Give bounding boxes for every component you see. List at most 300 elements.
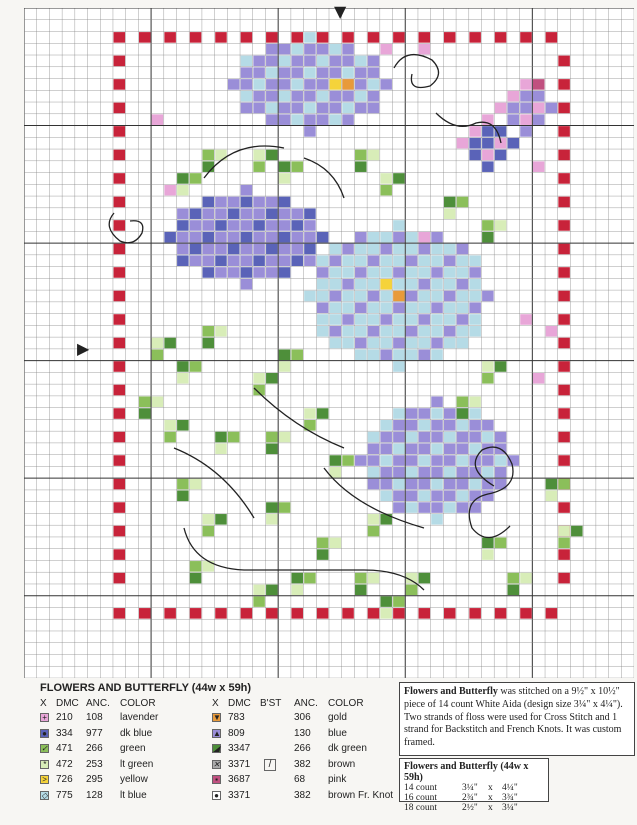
motif-stitch (393, 267, 405, 278)
motif-stitch (419, 44, 431, 55)
motif-stitch (393, 444, 405, 455)
motif-stitch (355, 79, 367, 90)
motif-stitch (177, 255, 189, 266)
motif-stitch (355, 349, 367, 360)
motif-stitch (469, 314, 481, 325)
motif-stitch (406, 444, 418, 455)
motif-stitch (266, 502, 278, 513)
motif-stitch (431, 232, 443, 243)
motif-stitch (393, 408, 405, 419)
motif-stitch (444, 302, 456, 313)
motif-stitch (457, 432, 469, 443)
motif-stitch (444, 244, 456, 255)
motif-stitch (457, 455, 469, 466)
border-stitch (114, 126, 126, 137)
border-stitch (241, 608, 253, 619)
legend-dmc: 210 (56, 712, 73, 723)
motif-stitch (431, 326, 443, 337)
motif-stitch (177, 232, 189, 243)
motif-stitch (279, 208, 291, 219)
motif-stitch (241, 279, 253, 290)
border-stitch (444, 608, 456, 619)
motif-stitch (317, 255, 329, 266)
motif-stitch (317, 232, 329, 243)
motif-stitch (304, 232, 316, 243)
motif-stitch (406, 479, 418, 490)
motif-stitch (368, 573, 380, 584)
motif-stitch (444, 420, 456, 431)
motif-stitch (368, 467, 380, 478)
motif-stitch (291, 220, 303, 231)
motif-stitch (304, 32, 316, 43)
motif-stitch (368, 349, 380, 360)
motif-stitch (253, 161, 265, 172)
border-stitch (495, 608, 507, 619)
motif-stitch (304, 103, 316, 114)
motif-stitch (279, 161, 291, 172)
motif-stitch (482, 291, 494, 302)
motif-stitch (431, 291, 443, 302)
motif-stitch (304, 255, 316, 266)
legend-header-dmc-2: DMC (228, 698, 251, 709)
motif-stitch (495, 220, 507, 231)
border-stitch (241, 32, 253, 43)
motif-stitch (469, 479, 481, 490)
motif-stitch (431, 479, 443, 490)
motif-stitch (368, 67, 380, 78)
motif-stitch (368, 267, 380, 278)
motif-stitch (380, 291, 392, 302)
motif-stitch (406, 279, 418, 290)
legend-row (32, 712, 396, 728)
motif-stitch (228, 197, 240, 208)
motif-stitch (406, 302, 418, 313)
motif-stitch (342, 326, 354, 337)
motif-stitch (215, 432, 227, 443)
motif-stitch (380, 420, 392, 431)
motif-stitch (508, 114, 520, 125)
border-stitch (546, 32, 558, 43)
motif-stitch (406, 502, 418, 513)
motif-stitch (253, 232, 265, 243)
size-count: 16 count (404, 793, 437, 803)
motif-stitch (355, 67, 367, 78)
motif-stitch (406, 420, 418, 431)
motif-stitch (533, 373, 545, 384)
motif-stitch (520, 103, 532, 114)
motif-stitch (253, 56, 265, 67)
motif-stitch (419, 491, 431, 502)
motif-stitch (444, 208, 456, 219)
legend-anc: 108 (86, 712, 103, 723)
size-width: 2¾" (462, 793, 478, 803)
motif-stitch (241, 197, 253, 208)
motif-stitch (368, 432, 380, 443)
border-stitch (558, 502, 570, 513)
motif-stitch (444, 479, 456, 490)
motif-stitch (368, 255, 380, 266)
motif-stitch (203, 338, 215, 349)
motif-stitch (203, 267, 215, 278)
border-stitch (558, 267, 570, 278)
motif-stitch (330, 67, 342, 78)
motif-stitch (330, 302, 342, 313)
motif-stitch (457, 420, 469, 431)
motif-stitch (431, 279, 443, 290)
motif-stitch (393, 491, 405, 502)
legend-color: gold (328, 712, 347, 723)
motif-stitch (215, 255, 227, 266)
border-stitch (114, 314, 126, 325)
legend-header-x: X (40, 698, 47, 709)
motif-stitch (380, 432, 392, 443)
motif-stitch (291, 67, 303, 78)
motif-stitch (520, 79, 532, 90)
motif-stitch (228, 208, 240, 219)
motif-stitch (482, 549, 494, 560)
motif-stitch (444, 267, 456, 278)
symbol-swatch-icon: ✕ (213, 759, 220, 769)
motif-stitch (304, 44, 316, 55)
motif-stitch (469, 396, 481, 407)
motif-stitch (291, 56, 303, 67)
motif-stitch (355, 338, 367, 349)
legend-color: lt blue (120, 789, 147, 801)
motif-stitch (203, 150, 215, 161)
motif-stitch (317, 314, 329, 325)
motif-stitch (533, 114, 545, 125)
legend-row (32, 790, 396, 806)
motif-stitch (533, 91, 545, 102)
motif-stitch (266, 585, 278, 596)
border-stitch (558, 244, 570, 255)
border-stitch (114, 361, 126, 372)
legend-header-color: COLOR (120, 698, 156, 709)
border-stitch (266, 32, 278, 43)
motif-stitch (203, 197, 215, 208)
motif-stitch (177, 244, 189, 255)
motif-stitch (190, 561, 202, 572)
motif-stitch (279, 114, 291, 125)
motif-stitch (152, 349, 164, 360)
legend-anc: 130 (294, 727, 311, 739)
motif-stitch (342, 302, 354, 313)
motif-stitch (342, 79, 354, 90)
legend-dmc: 775 (56, 789, 73, 801)
motif-stitch (457, 197, 469, 208)
border-stitch (114, 455, 126, 466)
motif-stitch (457, 338, 469, 349)
motif-stitch (495, 538, 507, 549)
motif-stitch (279, 349, 291, 360)
legend-anc: 306 (294, 712, 311, 723)
border-stitch (558, 126, 570, 137)
motif-stitch (444, 197, 456, 208)
legend-color: pink (328, 774, 347, 785)
motif-stitch (253, 197, 265, 208)
motif-stitch (380, 232, 392, 243)
center-left-arrow: ▶ (77, 339, 90, 358)
legend-header-x-2: X (212, 698, 219, 709)
motif-stitch (495, 150, 507, 161)
motif-stitch (406, 585, 418, 596)
color-key-legend (32, 680, 396, 820)
motif-stitch (266, 114, 278, 125)
motif-stitch (368, 279, 380, 290)
motif-stitch (431, 314, 443, 325)
motif-stitch (419, 314, 431, 325)
motif-stitch (444, 279, 456, 290)
sizes-title: Flowers and Butterfly (44w x 59h) (404, 761, 529, 783)
motif-stitch (203, 526, 215, 537)
motif-stitch (317, 44, 329, 55)
border-stitch (114, 526, 126, 537)
motif-stitch (406, 267, 418, 278)
legend-header-bst: B'ST (260, 698, 282, 709)
motif-stitch (419, 267, 431, 278)
motif-stitch (291, 114, 303, 125)
motif-stitch (253, 208, 265, 219)
motif-stitch (291, 585, 303, 596)
motif-stitch (571, 526, 583, 537)
motif-stitch (342, 44, 354, 55)
motif-stitch (253, 373, 265, 384)
border-stitch (114, 338, 126, 349)
border-stitch (139, 32, 151, 43)
border-stitch (215, 608, 227, 619)
motif-stitch (469, 408, 481, 419)
motif-stitch (228, 220, 240, 231)
legend-anc: 128 (86, 789, 103, 801)
size-width: 2½" (462, 803, 478, 813)
motif-stitch (304, 91, 316, 102)
motif-stitch (279, 232, 291, 243)
border-stitch (139, 608, 151, 619)
motif-stitch (177, 208, 189, 219)
motif-stitch (215, 244, 227, 255)
motif-stitch (393, 291, 405, 302)
motif-stitch (457, 467, 469, 478)
motif-stitch (469, 326, 481, 337)
motif-stitch (380, 467, 392, 478)
border-stitch (114, 173, 126, 184)
border-stitch (520, 608, 532, 619)
motif-stitch (177, 173, 189, 184)
border-stitch (114, 150, 126, 161)
border-stitch (114, 573, 126, 584)
border-stitch (419, 608, 431, 619)
border-stitch (558, 150, 570, 161)
motif-stitch (508, 455, 520, 466)
border-stitch (558, 291, 570, 302)
motif-stitch (241, 91, 253, 102)
design-size-box (399, 758, 549, 813)
motif-stitch (304, 56, 316, 67)
motif-stitch (279, 197, 291, 208)
motif-stitch (393, 244, 405, 255)
motif-stitch (431, 502, 443, 513)
motif-stitch (228, 432, 240, 443)
border-stitch (558, 361, 570, 372)
motif-stitch (444, 338, 456, 349)
motif-stitch (215, 514, 227, 525)
motif-stitch (241, 255, 253, 266)
motif-stitch (203, 244, 215, 255)
motif-stitch (241, 103, 253, 114)
motif-stitch (355, 585, 367, 596)
motif-stitch (368, 326, 380, 337)
motif-stitch (330, 114, 342, 125)
motif-stitch (279, 44, 291, 55)
motif-stitch (317, 79, 329, 90)
legend-title: FLOWERS AND BUTTERFLY (44w x 59h) (40, 682, 252, 694)
size-height: 3¼" (502, 803, 518, 813)
legend-dmc: 809 (228, 727, 245, 739)
symbol-swatch-icon: ▪ (212, 775, 221, 784)
motif-stitch (317, 326, 329, 337)
motif-stitch (279, 173, 291, 184)
motif-stitch (419, 244, 431, 255)
legend-anc: 977 (86, 727, 103, 739)
motif-stitch (419, 467, 431, 478)
motif-stitch (457, 267, 469, 278)
motif-stitch (304, 573, 316, 584)
motif-stitch (215, 326, 227, 337)
motif-stitch (291, 349, 303, 360)
symbol-swatch-icon: ◢ (213, 744, 220, 753)
border-stitch (114, 32, 126, 43)
motif-stitch (431, 444, 443, 455)
motif-stitch (266, 208, 278, 219)
legend-color: dk green (328, 743, 367, 754)
symbol-swatch-icon: ● (40, 729, 49, 738)
motif-stitch (393, 361, 405, 372)
border-stitch (444, 32, 456, 43)
legend-color: brown (328, 758, 356, 770)
motif-stitch (368, 79, 380, 90)
motif-stitch (419, 573, 431, 584)
legend-anc: 382 (294, 789, 311, 801)
motif-stitch (457, 408, 469, 419)
motif-stitch (457, 255, 469, 266)
motif-stitch (253, 103, 265, 114)
motif-stitch (164, 232, 176, 243)
legend-header-anc: ANC. (86, 698, 110, 709)
motif-stitch (330, 291, 342, 302)
motif-stitch (190, 220, 202, 231)
border-stitch (291, 32, 303, 43)
motif-stitch (342, 114, 354, 125)
border-stitch (114, 79, 126, 90)
motif-stitch (482, 467, 494, 478)
motif-stitch (304, 408, 316, 419)
motif-stitch (406, 491, 418, 502)
motif-stitch (431, 408, 443, 419)
border-stitch (558, 408, 570, 419)
motif-stitch (342, 244, 354, 255)
motif-stitch (330, 103, 342, 114)
motif-stitch (291, 255, 303, 266)
motif-stitch (380, 596, 392, 607)
border-stitch (114, 220, 126, 231)
motif-stitch (266, 103, 278, 114)
motif-stitch (228, 244, 240, 255)
motif-stitch (482, 161, 494, 172)
motif-stitch (317, 408, 329, 419)
motif-stitch (266, 67, 278, 78)
legend-anc: 266 (294, 743, 311, 754)
motif-stitch (469, 138, 481, 149)
motif-stitch (520, 114, 532, 125)
border-stitch (558, 432, 570, 443)
motif-stitch (279, 91, 291, 102)
border-stitch (558, 455, 570, 466)
legend-color: lt green (120, 758, 154, 770)
motif-stitch (317, 279, 329, 290)
border-stitch (114, 56, 126, 67)
motif-stitch (393, 420, 405, 431)
motif-stitch (177, 479, 189, 490)
motif-stitch (342, 455, 354, 466)
motif-stitch (215, 220, 227, 231)
motif-stitch (380, 44, 392, 55)
motif-stitch (380, 444, 392, 455)
motif-stitch (482, 361, 494, 372)
motif-stitch (469, 291, 481, 302)
motif-stitch (406, 255, 418, 266)
motif-stitch (406, 338, 418, 349)
motif-stitch (330, 314, 342, 325)
motif-stitch (317, 91, 329, 102)
motif-stitch (266, 244, 278, 255)
motif-stitch (495, 103, 507, 114)
motif-stitch (291, 244, 303, 255)
motif-stitch (355, 161, 367, 172)
border-stitch (317, 32, 329, 43)
motif-stitch (266, 56, 278, 67)
motif-stitch (380, 608, 392, 619)
motif-stitch (393, 502, 405, 513)
border-stitch (114, 103, 126, 114)
motif-stitch (431, 349, 443, 360)
motif-stitch (419, 349, 431, 360)
motif-stitch (253, 220, 265, 231)
motif-stitch (215, 444, 227, 455)
motif-stitch (546, 103, 558, 114)
symbol-swatch-icon: * (40, 760, 49, 769)
motif-stitch (368, 91, 380, 102)
legend-row (32, 774, 396, 790)
motif-stitch (482, 432, 494, 443)
motif-stitch (241, 267, 253, 278)
motif-stitch (380, 79, 392, 90)
motif-stitch (368, 103, 380, 114)
motif-stitch (330, 91, 342, 102)
border-stitch (114, 385, 126, 396)
motif-stitch (279, 103, 291, 114)
motif-stitch (253, 79, 265, 90)
motif-stitch (215, 232, 227, 243)
border-stitch (215, 32, 227, 43)
legend-bst: / (264, 759, 276, 771)
border-stitch (164, 32, 176, 43)
legend-color: dk blue (120, 727, 153, 739)
motif-stitch (253, 255, 265, 266)
motif-stitch (190, 479, 202, 490)
motif-stitch (431, 491, 443, 502)
size-count: 14 count (404, 783, 437, 793)
size-row (404, 803, 544, 813)
